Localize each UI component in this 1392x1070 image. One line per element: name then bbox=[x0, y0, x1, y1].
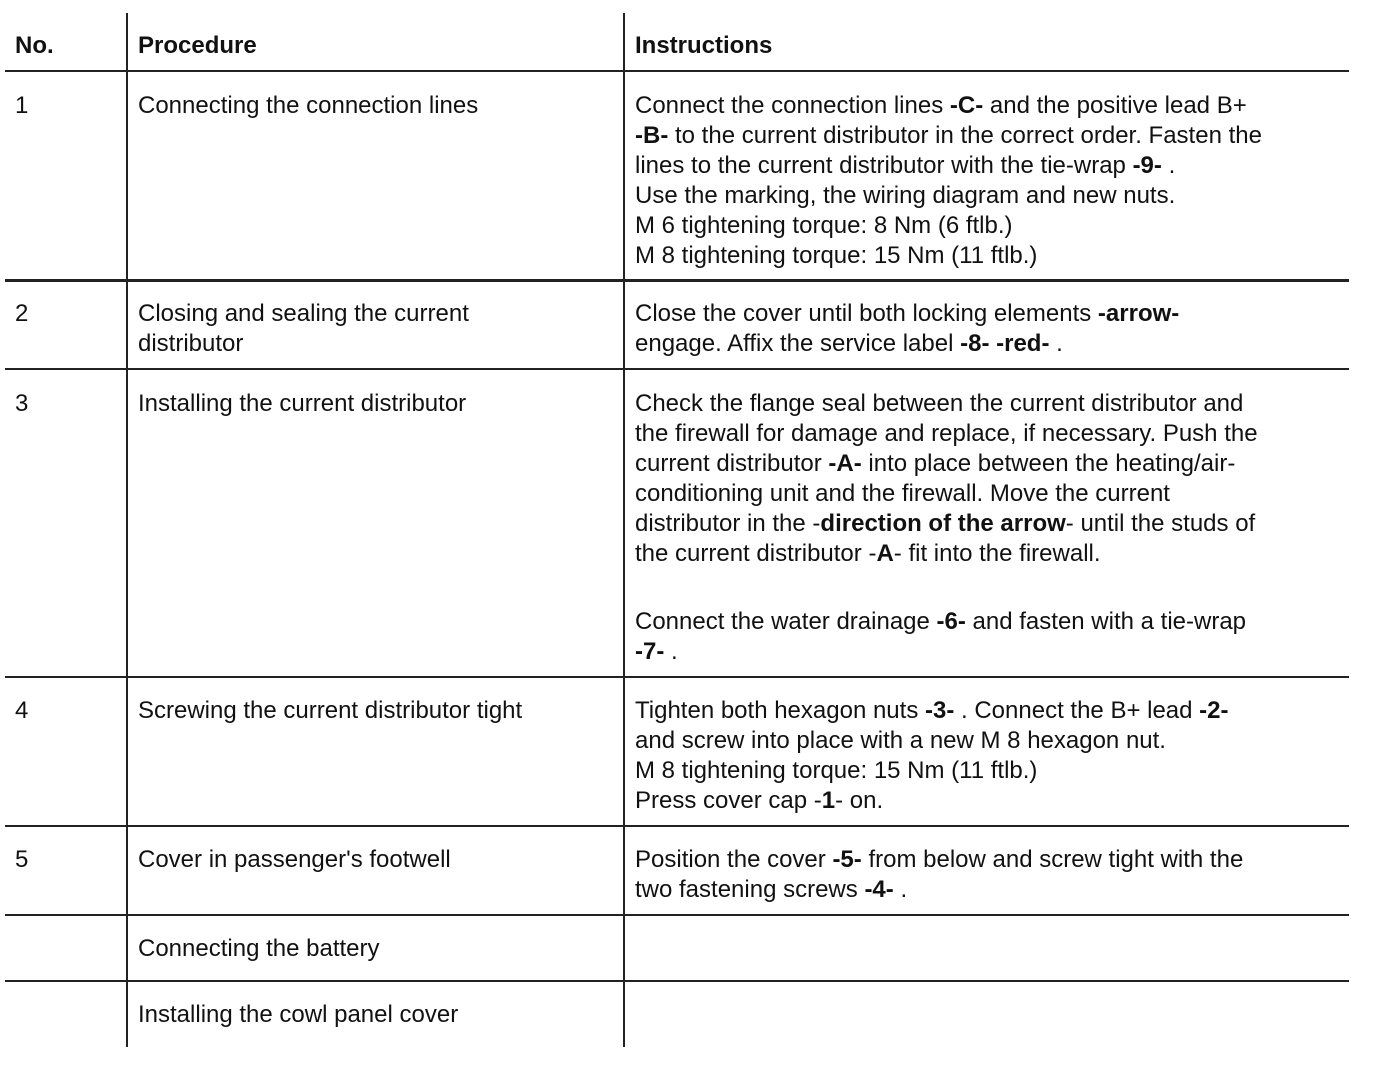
row-instructions bbox=[635, 389, 1345, 667]
row-divider-5 bbox=[5, 914, 1349, 916]
reference-label: -C- bbox=[949, 92, 984, 119]
instruction-line bbox=[635, 121, 1345, 151]
row-procedure: Installing the cowl panel cover bbox=[138, 1001, 459, 1028]
row-divider-3 bbox=[5, 676, 1349, 678]
row-divider-2 bbox=[5, 368, 1349, 370]
instruction-line bbox=[635, 181, 1345, 211]
instruction-text: Use the marking, the wiring diagram and new nuts. bbox=[635, 182, 1176, 209]
row-number: 5 bbox=[15, 846, 29, 873]
reference-label: -8- -red- bbox=[960, 330, 1050, 357]
procedure-line: distributor bbox=[138, 330, 244, 357]
instruction-text: into place between the heating/air- bbox=[861, 450, 1236, 477]
instruction-text: Position the cover bbox=[635, 846, 833, 873]
instruction-text: from below and screw tight with the bbox=[861, 846, 1244, 873]
instruction-line bbox=[635, 696, 1345, 726]
instruction-line bbox=[635, 607, 1345, 637]
header-procedure: Procedure bbox=[138, 32, 257, 59]
column-divider-2 bbox=[623, 13, 625, 1047]
instruction-text: . bbox=[664, 638, 678, 665]
paragraph-gap bbox=[635, 569, 1345, 607]
instruction-line bbox=[635, 329, 1345, 359]
instruction-text: conditioning unit and the firewall. Move the current bbox=[635, 480, 1170, 507]
instruction-text: Connect the water drainage bbox=[635, 608, 937, 635]
instruction-line bbox=[635, 211, 1345, 241]
row-instructions bbox=[635, 845, 1345, 905]
instruction-line bbox=[635, 637, 1345, 667]
instruction-line bbox=[635, 786, 1345, 816]
instruction-line bbox=[635, 479, 1345, 509]
instruction-text: - until the studs of bbox=[1065, 510, 1256, 537]
instruction-line bbox=[635, 756, 1345, 786]
instruction-line bbox=[635, 845, 1345, 875]
reference-label: -2- bbox=[1199, 697, 1229, 724]
reference-label: -9- bbox=[1132, 152, 1162, 179]
instruction-text: two fastening screws bbox=[635, 876, 865, 903]
header-no: No. bbox=[15, 32, 54, 59]
reference-label: -6- bbox=[936, 608, 966, 635]
row-divider-6 bbox=[5, 980, 1349, 982]
row-instructions bbox=[635, 91, 1345, 271]
instruction-text: Check the flange seal between the current distributor and bbox=[635, 390, 1244, 417]
instruction-text: Connect the connection lines bbox=[635, 92, 950, 119]
header-instructions: Instructions bbox=[635, 32, 773, 59]
reference-label: -3- bbox=[925, 697, 955, 724]
instruction-text: M 8 tightening torque: 15 Nm (11 ftlb.) bbox=[635, 242, 1038, 269]
row-divider-1 bbox=[5, 279, 1349, 282]
instruction-text: M 6 tightening torque: 8 Nm (6 ftlb.) bbox=[635, 212, 1013, 239]
row-procedure: Screwing the current distributor tight bbox=[138, 697, 523, 724]
instruction-line bbox=[635, 726, 1345, 756]
instruction-text: engage. Affix the service label bbox=[635, 330, 961, 357]
instruction-text: M 8 tightening torque: 15 Nm (11 ftlb.) bbox=[635, 757, 1038, 784]
reference-label: A bbox=[876, 540, 894, 567]
row-instructions bbox=[635, 696, 1345, 816]
instruction-text: the firewall for damage and replace, if necessary. Push the bbox=[635, 420, 1258, 447]
row-divider-4 bbox=[5, 825, 1349, 827]
instruction-text: - on. bbox=[835, 787, 884, 814]
instruction-text: . Connect the B+ lead bbox=[954, 697, 1200, 724]
row-procedure: Connecting the connection lines bbox=[138, 92, 479, 119]
instruction-line bbox=[635, 299, 1345, 329]
instruction-text: and fasten with a tie-wrap bbox=[965, 608, 1247, 635]
row-number: 2 bbox=[15, 300, 29, 327]
reference-label: -5- bbox=[832, 846, 862, 873]
reference-label: -4- bbox=[864, 876, 894, 903]
instruction-text: Press cover cap - bbox=[635, 787, 822, 814]
reference-label: direction of the arrow bbox=[820, 510, 1066, 537]
instruction-text: and the positive lead B+ bbox=[983, 92, 1247, 119]
row-procedure: Cover in passenger's footwell bbox=[138, 846, 451, 873]
reference-label: -A- bbox=[828, 450, 862, 477]
instruction-text: lines to the current distributor with the tie-wrap bbox=[635, 152, 1133, 179]
instruction-line bbox=[635, 241, 1345, 271]
reference-label: -7- bbox=[635, 638, 665, 665]
row-instructions bbox=[635, 299, 1345, 359]
column-divider-1 bbox=[126, 13, 128, 1047]
instruction-text: . bbox=[1161, 152, 1176, 179]
instruction-line bbox=[635, 509, 1345, 539]
reference-label: -arrow- bbox=[1097, 300, 1180, 327]
row-procedure bbox=[138, 299, 469, 359]
instruction-line bbox=[635, 449, 1345, 479]
instruction-text: . bbox=[893, 876, 908, 903]
row-number: 1 bbox=[15, 92, 29, 119]
instruction-text: distributor in the - bbox=[635, 510, 821, 537]
instruction-text: the current distributor - bbox=[635, 540, 877, 567]
row-number: 3 bbox=[15, 390, 29, 417]
instruction-line bbox=[635, 151, 1345, 181]
instruction-line bbox=[635, 389, 1345, 419]
instruction-line bbox=[635, 539, 1345, 569]
procedure-line: Closing and sealing the current bbox=[138, 300, 469, 327]
instruction-text: current distributor bbox=[635, 450, 829, 477]
row-number: 4 bbox=[15, 697, 29, 724]
instruction-line bbox=[635, 91, 1345, 121]
instruction-text: and screw into place with a new M 8 hexagon nut. bbox=[635, 727, 1166, 754]
reference-label: -B- bbox=[635, 122, 669, 149]
reference-label: 1 bbox=[821, 787, 836, 814]
row-procedure: Connecting the battery bbox=[138, 935, 380, 962]
row-procedure: Installing the current distributor bbox=[138, 390, 467, 417]
header-divider bbox=[5, 70, 1349, 72]
instruction-line bbox=[635, 419, 1345, 449]
instruction-text: Close the cover until both locking elements bbox=[635, 300, 1098, 327]
instruction-line bbox=[635, 875, 1345, 905]
instruction-text: Tighten both hexagon nuts bbox=[635, 697, 925, 724]
instruction-text: . bbox=[1049, 330, 1063, 357]
instruction-text: - fit into the firewall. bbox=[893, 540, 1101, 567]
instruction-text: to the current distributor in the correct order. Fasten the bbox=[668, 122, 1262, 149]
